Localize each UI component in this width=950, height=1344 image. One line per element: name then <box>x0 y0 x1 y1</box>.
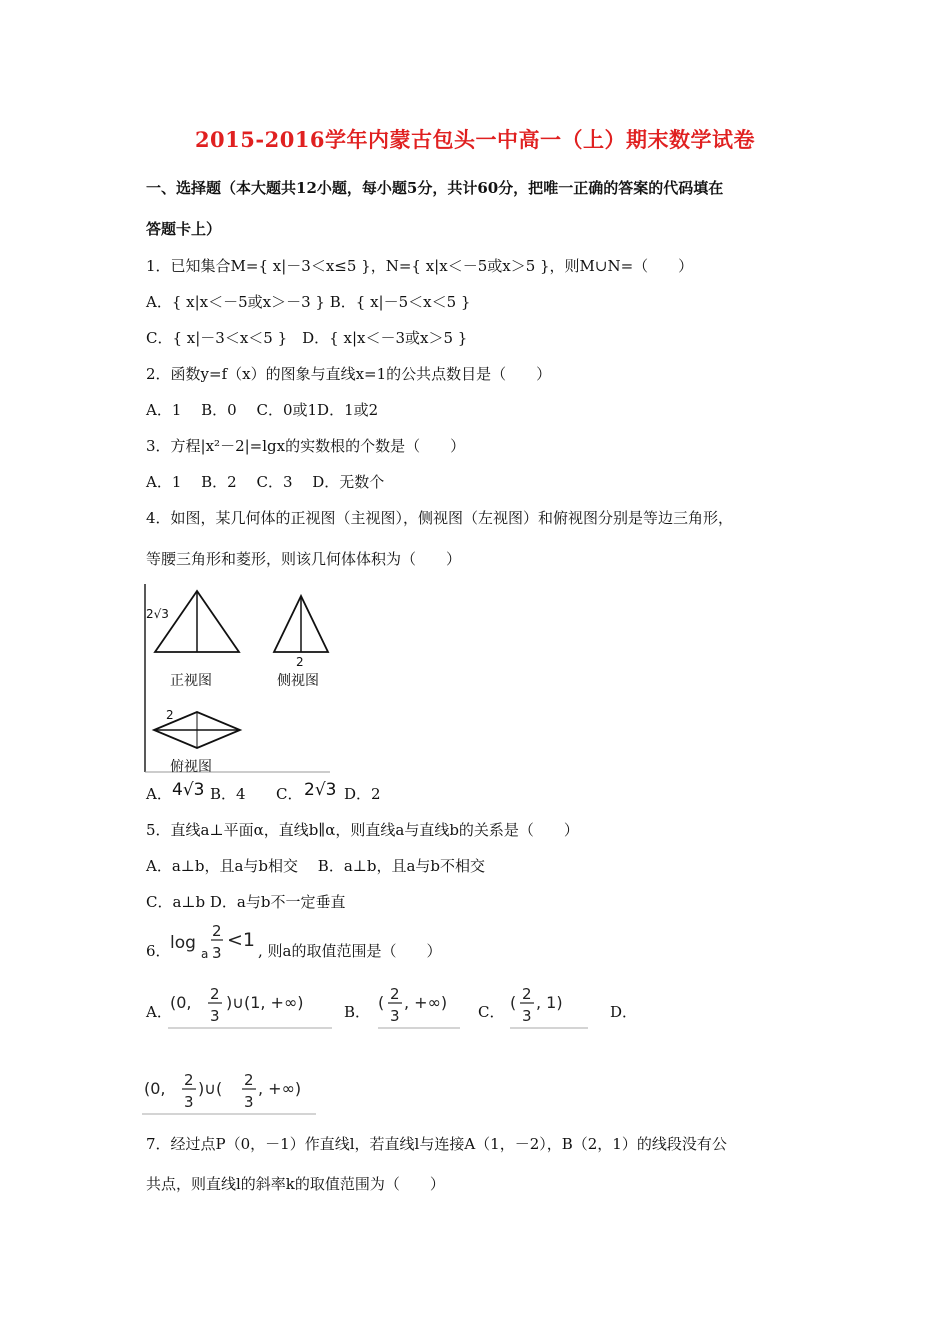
fraction-denominator: 3 <box>212 944 222 962</box>
opt-b-num: 2 <box>390 985 400 1003</box>
opt-c-left: ( <box>510 993 517 1012</box>
question-5-options-row2: C．a⊥b D．a与b不一定垂直 <box>146 893 346 911</box>
side-base-label: 2 <box>296 655 304 669</box>
opt-a-left: (0, <box>170 993 192 1012</box>
question-4-option-a-value: 4√3 <box>172 780 205 800</box>
question-6-stem-suffix: , 则a的取值范围是（ ） <box>258 942 442 960</box>
question-6-option-d-label: D． <box>610 1003 638 1021</box>
question-6-option-c-label: C． <box>478 1003 505 1021</box>
question-3-options: A．1 B．2 C．3 D．无数个 <box>146 473 385 491</box>
opt-a-num: 2 <box>210 985 220 1003</box>
front-view-label: 正视图 <box>170 673 212 689</box>
opt-d-right: , +∞) <box>258 1079 302 1098</box>
front-view-triangle <box>155 591 239 652</box>
opt-b-left: ( <box>378 993 385 1012</box>
log-text: log <box>170 933 196 953</box>
page-title: 2015-2016学年内蒙古包头一中高一（上）期末数学试卷 <box>194 127 756 152</box>
height-label: 2√3 <box>146 607 169 621</box>
side-view-triangle <box>274 596 328 652</box>
opt-d-left: (0, <box>144 1079 166 1098</box>
inequality-rhs: <1 <box>227 929 256 951</box>
question-2-options: A．1 B．0 C．0或1D．1或2 <box>146 401 379 419</box>
opt-d-num2: 2 <box>244 1071 254 1089</box>
opt-c-right: , 1) <box>536 993 563 1012</box>
question-5-options-row1: A．a⊥b，且a与b相交 B．a⊥b，且a与b不相交 <box>146 857 486 875</box>
opt-d-num1: 2 <box>184 1071 194 1089</box>
question-4-stem-line1: 4．如图，某几何体的正视图（主视图），侧视图（左视图）和俯视图分别是等边三角形， <box>146 509 734 527</box>
opt-a-right: )∪(1, +∞) <box>226 993 304 1012</box>
section-heading-line2: 答题卡上） <box>146 220 222 238</box>
opt-d-mid: )∪( <box>198 1079 223 1098</box>
top-view-label: 俯视图 <box>170 759 212 774</box>
question-4-option-a-label: A． <box>146 785 172 803</box>
question-6-option-c <box>508 982 590 1030</box>
question-7-stem-line1: 7．经过点P（0，－1）作直线l，若直线l与连接A（1，－2），B（2，1）的线段没有公 <box>146 1135 727 1153</box>
three-view-figure <box>140 582 340 774</box>
opt-d-den2: 3 <box>244 1093 254 1111</box>
question-6-number: 6． <box>146 942 171 960</box>
question-6-option-b <box>376 982 462 1030</box>
question-4-option-c-value: 2√3 <box>304 780 337 800</box>
question-2-stem: 2．函数y=f（x）的图象与直线x=1的公共点数目是（ ） <box>146 365 552 383</box>
question-6-option-a <box>166 982 334 1030</box>
section-heading-line1: 一、选择题（本大题共12小题，每小题5分，共计60分，把唯一正确的答案的代码填在 <box>146 179 724 197</box>
opt-b-right: , +∞) <box>404 993 448 1012</box>
question-7-stem-line2: 共点，则直线l的斜率k的取值范围为（ ） <box>146 1175 445 1193</box>
question-4-stem-line2: 等腰三角形和菱形，则该几何体体积为（ ） <box>146 550 462 568</box>
question-4-option-c-label: C． <box>276 785 303 803</box>
question-4-option-d: D．2 <box>344 785 381 803</box>
question-6-option-b-label: B． <box>344 1003 371 1021</box>
question-4-option-b: B．4 <box>210 785 246 803</box>
opt-a-den: 3 <box>210 1007 220 1025</box>
opt-d-den1: 3 <box>184 1093 194 1111</box>
top-width-label: 2 <box>166 708 174 722</box>
side-view-label: 侧视图 <box>277 673 319 689</box>
question-6-option-d <box>140 1068 320 1116</box>
question-6-option-a-label: A． <box>146 1003 172 1021</box>
question-1-stem: 1．已知集合M={ x|－3＜x≤5 }，N={ x|x＜－5或x＞5 }，则M∪N=（ ） <box>146 257 694 275</box>
question-5-stem: 5．直线a⊥平面α，直线b∥α，则直线a与直线b的关系是（ ） <box>146 821 579 839</box>
log-base: a <box>201 947 209 961</box>
question-1-options-row2: C．{ x|－3＜x＜5 } D．{ x|x＜－3或x＞5 } <box>146 329 468 347</box>
opt-b-den: 3 <box>390 1007 400 1025</box>
fraction-numerator: 2 <box>212 922 222 940</box>
question-3-stem: 3．方程|x²－2|=lgx的实数根的个数是（ ） <box>146 437 466 455</box>
question-1-options-row1: A．{ x|x＜－5或x＞－3 } B．{ x|－5＜x＜5 } <box>146 293 471 311</box>
opt-c-den: 3 <box>522 1007 532 1025</box>
opt-c-num: 2 <box>522 985 532 1003</box>
question-6-inequality <box>168 918 268 964</box>
